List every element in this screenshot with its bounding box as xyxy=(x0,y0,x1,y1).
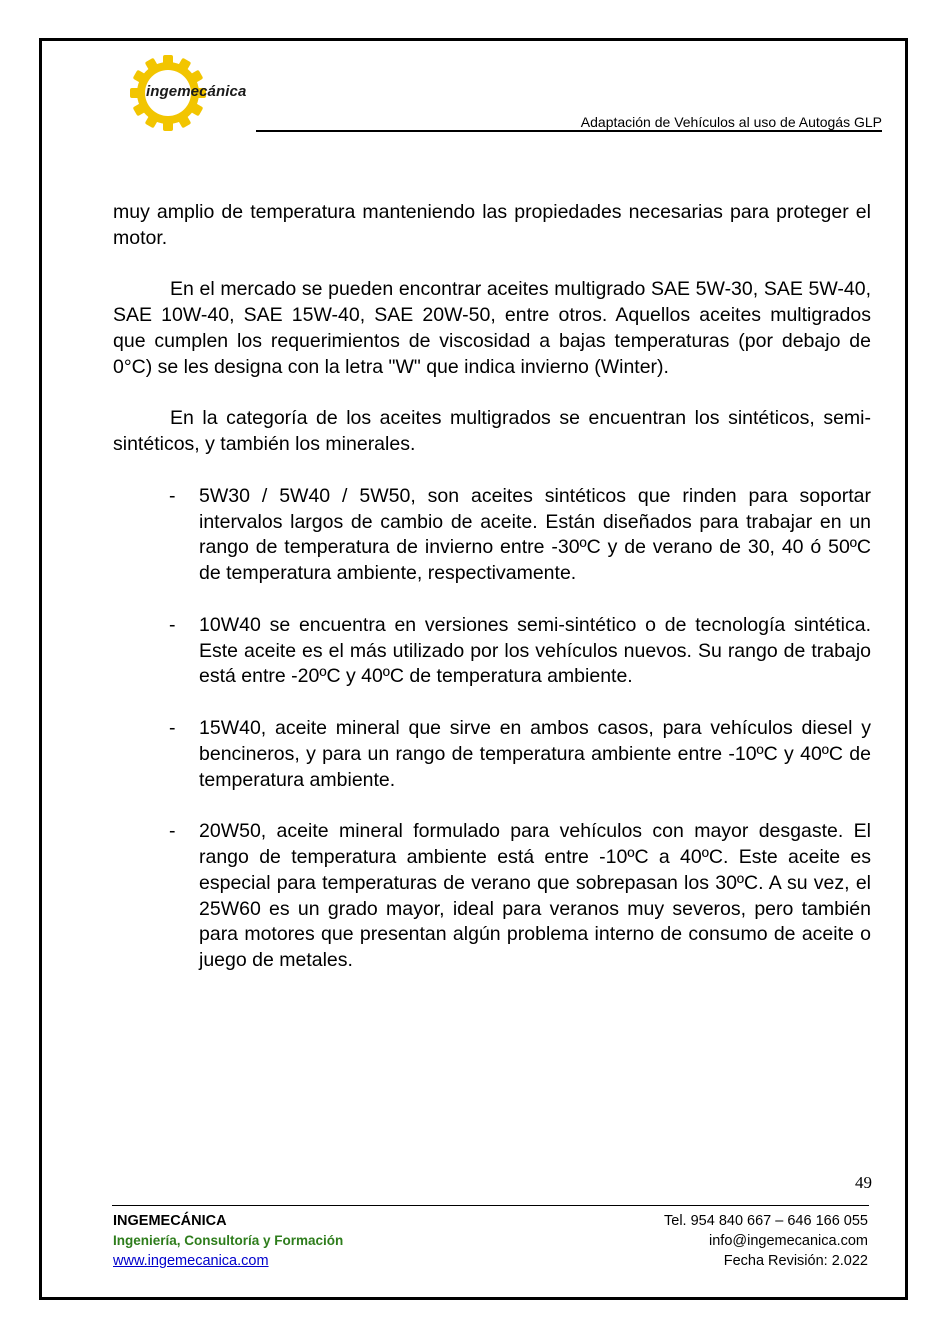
list-item-text: 10W40 se encuentra en versiones semi-sintético o de tecnología sintética. Este aceite es el más utilizado por los vehículos nuevos. Su rango de trabajo está entre -20ºC y 40ºC de temperatura ambiente. xyxy=(199,613,871,688)
list-item xyxy=(113,484,871,587)
bullet-marker: - xyxy=(169,484,176,507)
bullet-marker: - xyxy=(169,820,176,843)
list-item-text: 5W30 / 5W40 / 5W50, son aceites sintéticos que rinden para soportar intervalos largos de cambio de aceite. Están diseñados para trabajar en un rango de temperatura de invierno entre -30ºC y de verano de 30, 40 ó 50ºC de temperatura ambiente, respectivamente. xyxy=(199,484,871,585)
page-body xyxy=(113,200,871,1000)
paragraph: En el mercado se pueden encontrar aceites multigrado SAE 5W-30, SAE 5W-40, SAE 10W-40, SAE 15W-40, SAE 20W-50, entre otros. Aquellos aceites multigrados que cumplen los requerimientos de viscosidad a bajas temperaturas (por debajo de 0°C) se les designa con la letra "W" que indica invierno (Winter). xyxy=(113,278,871,378)
list-item xyxy=(113,716,871,793)
list-item xyxy=(113,819,871,974)
footer-tagline: Ingeniería, Consultoría y Formación xyxy=(113,1233,344,1248)
document-title: Adaptación de Vehículos al uso de Autogás GLP xyxy=(580,114,882,130)
footer-email[interactable]: info@ingemecanica.com xyxy=(709,1233,868,1249)
paragraph: muy amplio de temperatura manteniendo las propiedades necesarias para proteger el motor. xyxy=(113,201,871,249)
list-item-text: 15W40, aceite mineral que sirve en ambos casos, para vehículos diesel y bencineros, y para un rango de temperatura ambiente entre -10ºC y 40ºC de temperatura ambiente. xyxy=(199,716,871,791)
bullet-marker: - xyxy=(169,716,176,739)
bullet-marker: - xyxy=(169,613,176,636)
footer-divider xyxy=(112,1205,869,1206)
paragraph: En la categoría de los aceites multigrados se encuentran los sintéticos, semi-sintéticos, y también los minerales. xyxy=(113,407,871,456)
footer-company-info xyxy=(113,1211,343,1271)
list-item xyxy=(113,613,871,690)
logo-text: ingemecánica xyxy=(146,83,247,100)
footer-company-name: INGEMECÁNICA xyxy=(113,1213,227,1229)
list-item-text: 20W50, aceite mineral formulado para vehículos con mayor desgaste. El rango de temperatura ambiente está entre -10ºC a 40ºC. Este aceite es especial para temperaturas de verano que sobrepasan los 30ºC. A su vez, el 25W60 es un grado mayor, ideal para veranos muy severos, pero también para motores que presentan algún problema interno de consumo de aceite o juego de metales. xyxy=(199,820,871,972)
footer-phone: Tel. 954 840 667 – 646 166 055 xyxy=(664,1213,868,1229)
website-link[interactable]: www.ingemecanica.com xyxy=(113,1253,269,1269)
footer-revision-date: Fecha Revisión: 2.022 xyxy=(723,1253,868,1269)
oil-grade-list xyxy=(113,484,871,974)
header-divider xyxy=(256,130,882,132)
page-number: 49 xyxy=(855,1173,872,1192)
footer-contact-info xyxy=(664,1211,868,1271)
company-logo xyxy=(128,53,268,133)
